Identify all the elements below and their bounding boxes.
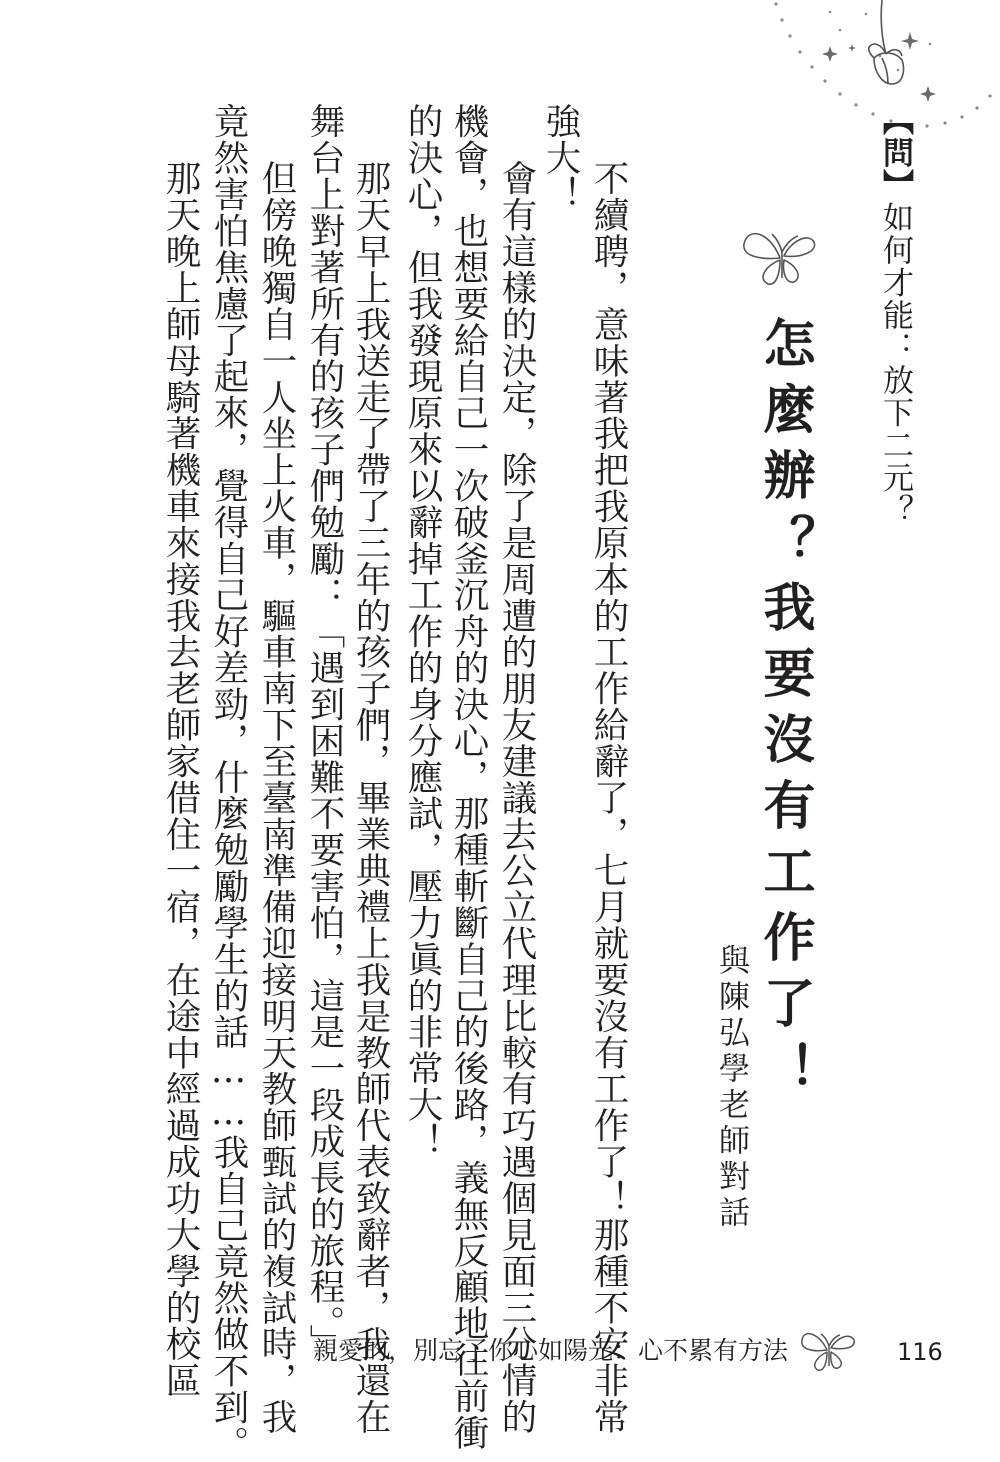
footer-book-title: 親愛的，別忘了你心如陽光：心不累有方法 <box>312 1336 788 1365</box>
body-line: 那天晚上師母騎著機車來接我去老師家借住一宿，在途中經過成功大學的校區 <box>160 160 201 1399</box>
body-line: 強大！ <box>540 103 581 213</box>
page-title: 怎麼辦？我要沒有工作了！ <box>754 316 815 1108</box>
category-topic: 如何才能：放下二元？ <box>877 201 913 527</box>
category-bracket-close: 】 <box>877 169 913 202</box>
body-line: 會有這樣的決定，除了是周遭的朋友建議去公立代理比較有巧遇個見面三分情的 <box>496 160 537 1435</box>
body-line: 機會，也想要給自己一次破釜沉舟的決心，那種斬斷自己的後路，義無反顧地往前衝 <box>448 103 489 1451</box>
body-line: 的決心，但我發現原來以辭掉工作的身分應試，壓力眞的非常大！ <box>402 103 443 1160</box>
footer-butterfly-icon <box>800 1326 858 1374</box>
body-line: 那天早上我送走了帶了三年的孩子們，畢業典禮上我是教師代表致辭者，我還在 <box>350 160 391 1435</box>
body-line: 不續聘，意味著我把我原本的工作給辭了，七月就要沒有工作了！那種不安非常 <box>588 160 629 1435</box>
body-line: 竟然害怕焦慮了起來，覺得自己好差勁，什麼勉勵學生的話……我自己竟然做不到。 <box>208 103 249 1462</box>
category-bracket-open: 【 <box>877 104 913 137</box>
category-header <box>876 104 913 527</box>
page-number: 116 <box>897 1338 943 1366</box>
category-label: 問 <box>877 136 913 169</box>
dialogue-attribution: 與陳弘學老師對話 <box>713 944 749 1232</box>
butterfly-icon <box>742 222 822 292</box>
body-line: 舞台上對著所有的孩子們勉勵：「遇到困難不要害怕，這是一段成長的旅程。」 <box>304 103 345 1360</box>
body-line: 但傍晚獨自一人坐上火車，驅車南下至臺南準備迎接明天教師甄試的複試時，我 <box>256 160 297 1435</box>
